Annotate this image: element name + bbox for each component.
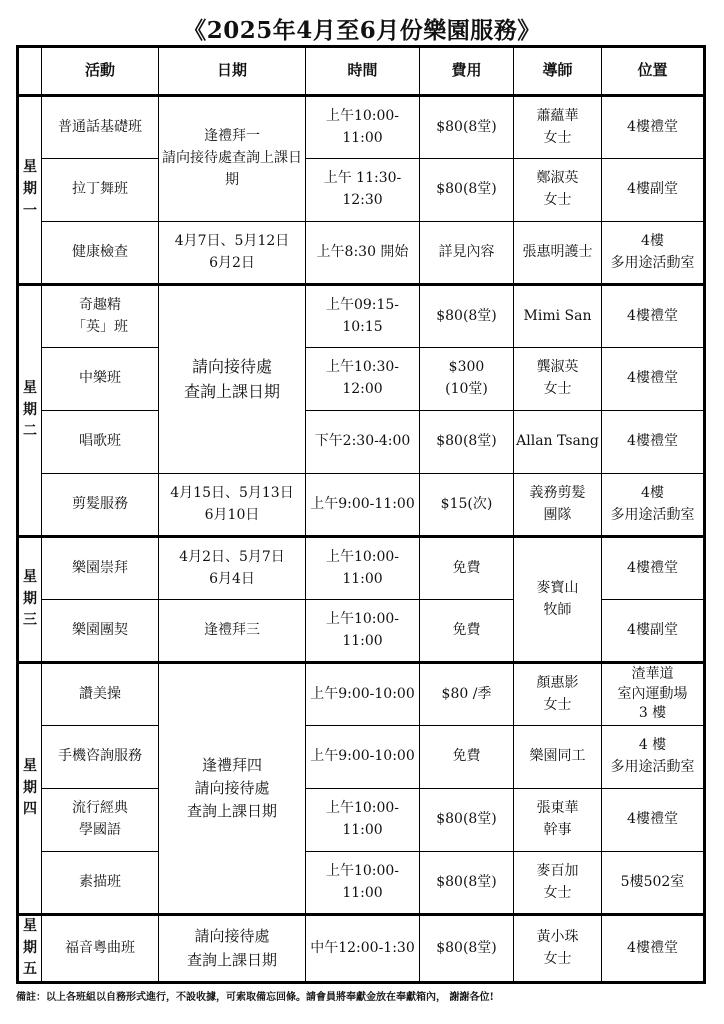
activity-cell: 唱歌班 bbox=[42, 411, 159, 474]
teacher-cell: 樂園同工 bbox=[514, 726, 602, 789]
table-row bbox=[18, 474, 705, 537]
fee-cell: 詳見內容 bbox=[420, 222, 514, 285]
fee-cell: $15(次) bbox=[420, 474, 514, 537]
day-label-monday: 星 期 一 bbox=[18, 96, 42, 285]
fee-cell: $80(8堂) bbox=[420, 159, 514, 222]
time-cell: 上午10:00-11:00 bbox=[306, 96, 420, 159]
date-cell: 請向接待處 查詢上課日期 bbox=[159, 285, 306, 474]
teacher-cell: 義務剪髮 團隊 bbox=[514, 474, 602, 537]
activity-cell: 手機咨詢服務 bbox=[42, 726, 159, 789]
table-row bbox=[18, 96, 705, 159]
fee-cell: $80(8堂) bbox=[420, 411, 514, 474]
time-cell: 上午 11:30-12:30 bbox=[306, 159, 420, 222]
teacher-cell: 麥寶山 牧師 bbox=[514, 537, 602, 663]
table-row bbox=[18, 726, 705, 789]
time-cell: 上午10:00-11:00 bbox=[306, 537, 420, 600]
teacher-cell: Allan Tsang bbox=[514, 411, 602, 474]
fee-cell: $80(8堂) bbox=[420, 789, 514, 852]
table-row bbox=[18, 159, 705, 222]
day-label-thursday: 星 期 四 bbox=[18, 663, 42, 915]
day-label-tuesday: 星 期 二 bbox=[18, 285, 42, 537]
header-activity: 活動 bbox=[42, 47, 159, 96]
date-cell: 4月15日、5月13日 6月10日 bbox=[159, 474, 306, 537]
time-cell: 上午9:00-10:00 bbox=[306, 726, 420, 789]
location-cell: 4樓 多用途活動室 bbox=[602, 222, 705, 285]
time-cell: 上午9:00-11:00 bbox=[306, 474, 420, 537]
time-cell: 上午8:30 開始 bbox=[306, 222, 420, 285]
table-row bbox=[18, 789, 705, 852]
footer-note: 備註：以上各班組以自務形式進行，不設收據，可索取備忘回條。請會員將奉獻金放在奉獻箱內， 謝謝各位! bbox=[16, 992, 494, 1003]
fee-cell: 免費 bbox=[420, 726, 514, 789]
header-date: 日期 bbox=[159, 47, 306, 96]
fee-cell: $300 (10堂) bbox=[420, 348, 514, 411]
teacher-cell: 張東華 幹事 bbox=[514, 789, 602, 852]
table-row bbox=[18, 285, 705, 348]
location-cell: 4樓 多用途活動室 bbox=[602, 474, 705, 537]
table-row bbox=[18, 915, 705, 983]
fee-cell: $80(8堂) bbox=[420, 285, 514, 348]
teacher-cell: Mimi San bbox=[514, 285, 602, 348]
table-row bbox=[18, 348, 705, 411]
fee-cell: $80(8堂) bbox=[420, 852, 514, 915]
time-cell: 中午12:00-1:30 bbox=[306, 915, 420, 983]
location-cell: 4樓禮堂 bbox=[602, 285, 705, 348]
fee-cell: $80(8堂) bbox=[420, 915, 514, 983]
activity-cell: 普通話基礎班 bbox=[42, 96, 159, 159]
location-cell: 4樓禮堂 bbox=[602, 348, 705, 411]
date-cell: 4月7日、5月12日 6月2日 bbox=[159, 222, 306, 285]
teacher-cell: 蕭蘊華 女士 bbox=[514, 96, 602, 159]
header-location: 位置 bbox=[602, 47, 705, 96]
activity-cell: 剪髮服務 bbox=[42, 474, 159, 537]
time-cell: 上午10:30-12:00 bbox=[306, 348, 420, 411]
date-cell: 逢禮拜三 bbox=[159, 600, 306, 663]
teacher-cell: 顏惠影 女士 bbox=[514, 663, 602, 726]
activity-cell: 流行經典 學國語 bbox=[42, 789, 159, 852]
table-row bbox=[18, 222, 705, 285]
activity-cell: 拉丁舞班 bbox=[42, 159, 159, 222]
time-cell: 上午10:00-11:00 bbox=[306, 600, 420, 663]
teacher-cell: 龔淑英 女士 bbox=[514, 348, 602, 411]
time-cell: 上午10:00-11:00 bbox=[306, 789, 420, 852]
day-label-wednesday: 星 期 三 bbox=[18, 537, 42, 663]
date-cell: 請向接待處 查詢上課日期 bbox=[159, 915, 306, 983]
table-row bbox=[18, 600, 705, 663]
date-cell: 4月2日、5月7日 6月4日 bbox=[159, 537, 306, 600]
time-cell: 上午09:15-10:15 bbox=[306, 285, 420, 348]
teacher-cell: 麥百加 女士 bbox=[514, 852, 602, 915]
header-fee: 費用 bbox=[420, 47, 514, 96]
activity-cell: 樂園崇拜 bbox=[42, 537, 159, 600]
fee-cell: $80 /季 bbox=[420, 663, 514, 726]
activity-cell: 福音粵曲班 bbox=[42, 915, 159, 983]
date-cell: 逢禮拜一 請向接待處查詢上課日期 bbox=[159, 96, 306, 222]
location-cell: 4樓禮堂 bbox=[602, 96, 705, 159]
time-cell: 下午2:30-4:00 bbox=[306, 411, 420, 474]
header-blank bbox=[18, 47, 42, 96]
activity-cell: 素描班 bbox=[42, 852, 159, 915]
activity-cell: 奇趣精 「英」班 bbox=[42, 285, 159, 348]
activity-cell: 健康檢查 bbox=[42, 222, 159, 285]
teacher-cell: 鄭淑英 女士 bbox=[514, 159, 602, 222]
table-row bbox=[18, 852, 705, 915]
location-cell: 4樓副堂 bbox=[602, 159, 705, 222]
fee-cell: $80(8堂) bbox=[420, 96, 514, 159]
header-teacher: 導師 bbox=[514, 47, 602, 96]
header-row bbox=[18, 47, 705, 96]
location-cell: 4樓禮堂 bbox=[602, 411, 705, 474]
location-cell: 4 樓 多用途活動室 bbox=[602, 726, 705, 789]
header-time: 時間 bbox=[306, 47, 420, 96]
page-title: 《2025年4月至6月份樂園服務》 bbox=[183, 17, 541, 44]
activity-cell: 讚美操 bbox=[42, 663, 159, 726]
location-cell: 4樓禮堂 bbox=[602, 789, 705, 852]
table-row bbox=[18, 663, 705, 726]
teacher-cell: 黃小珠 女士 bbox=[514, 915, 602, 983]
time-cell: 上午9:00-10:00 bbox=[306, 663, 420, 726]
day-label-friday: 星 期 五 bbox=[18, 915, 42, 983]
location-cell: 4樓副堂 bbox=[602, 600, 705, 663]
activity-cell: 樂園團契 bbox=[42, 600, 159, 663]
table-row bbox=[18, 537, 705, 600]
teacher-cell: 張惠明護士 bbox=[514, 222, 602, 285]
activity-cell: 中樂班 bbox=[42, 348, 159, 411]
schedule-table bbox=[16, 45, 706, 984]
location-cell: 4樓禮堂 bbox=[602, 537, 705, 600]
time-cell: 上午10:00-11:00 bbox=[306, 852, 420, 915]
location-cell: 渣華道 室內運動場 3 樓 bbox=[602, 663, 705, 726]
date-cell: 逢禮拜四 請向接待處 查詢上課日期 bbox=[159, 663, 306, 915]
location-cell: 5樓502室 bbox=[602, 852, 705, 915]
fee-cell: 免費 bbox=[420, 537, 514, 600]
fee-cell: 免費 bbox=[420, 600, 514, 663]
table-row bbox=[18, 411, 705, 474]
location-cell: 4樓禮堂 bbox=[602, 915, 705, 983]
